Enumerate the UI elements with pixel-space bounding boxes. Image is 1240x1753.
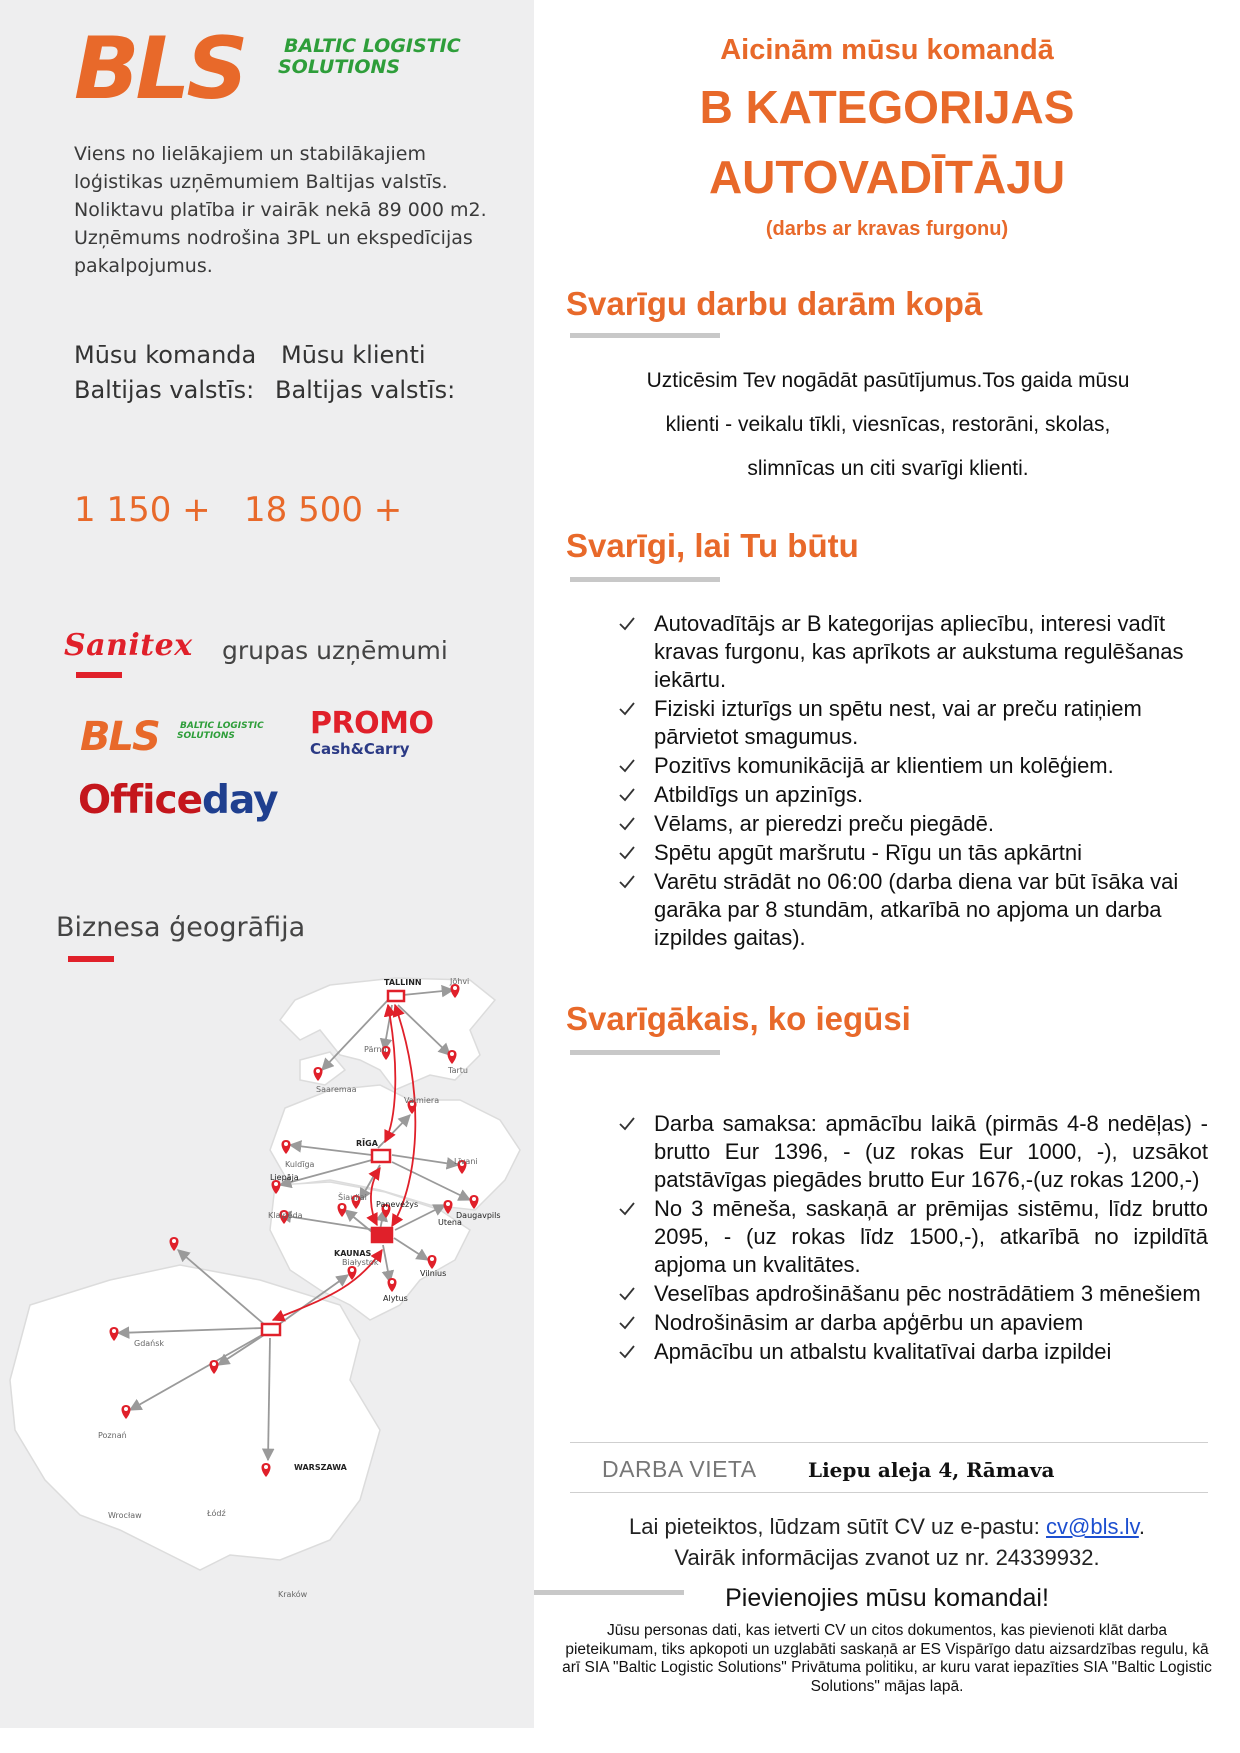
- privacy-notice: Jūsu personas dati, kas ietverti CV un citos dokumentos, kas pievienoti klāt darba pieteikumam, tiks apkopoti un uzglabāti saskaņā ar ES Vispārīgo datu aizsardzības regulu, kā arī SIA "Baltic Logistic Solutions" Privātuma politiku, ar kuru varat iepazīties SIA "Baltic Logistic Solutions" mājas lapā.: [562, 1622, 1212, 1695]
- list-item-text: Atbildīgs un apzinīgs.: [654, 782, 864, 807]
- city-label-poznan: Poznań: [98, 1431, 127, 1440]
- bls-small-logo-tagline-2: SOLUTIONS: [177, 731, 235, 741]
- bls-logo-tagline-1: BALTIC LOGISTIC: [284, 35, 461, 57]
- list-item: [618, 1110, 1208, 1194]
- clients-label: [275, 338, 455, 408]
- city-label-livani: Līvani: [454, 1157, 478, 1166]
- intro-paragraph: [568, 359, 1208, 491]
- list-item-text: Apmācību un atbalstu kvalitatīvai darba izpildei: [654, 1339, 1112, 1364]
- list-item-text: Vēlams, ar pieredzi preču piegādē.: [654, 811, 994, 836]
- red-divider: [76, 672, 122, 678]
- list-item: [618, 695, 1208, 751]
- job-subtitle: (darbs ar kravas furgonu): [765, 218, 1009, 240]
- city-label-johvi: Jõhvi: [450, 977, 470, 986]
- bls-small-logo-text: BLS: [80, 716, 159, 756]
- location-pin-icon: [444, 1200, 453, 1214]
- bls-logo-text: BLS: [74, 30, 245, 110]
- left-panel: [0, 0, 534, 1728]
- city-label-vilnius: Vilnius: [420, 1269, 447, 1278]
- check-icon: [618, 1312, 636, 1334]
- list-item: [618, 839, 1208, 867]
- city-label-riga: RĪGA: [356, 1139, 378, 1148]
- city-label-warszawa: WARSZAWA: [294, 1463, 347, 1472]
- list-item: [618, 1338, 1208, 1366]
- check-icon: [618, 755, 636, 777]
- hub-riga-icon: [372, 1150, 390, 1162]
- list-item: [618, 1195, 1208, 1279]
- list-item-text: Darba samaksa: apmācību laikā (pirmās 4-8 nedēļas) - brutto Eur 1396, - (uz rokas Eur 1000, -), uzsākot patstāvīgas piegādes brutto Eur 1676,-(uz rokas 1200,-): [654, 1111, 1208, 1192]
- list-item-text: No 3 mēneša, saskaņā ar prēmijas sistēmu, līdz brutto 2095, - (uz rokas līdz 1500,-), atkarībā no izpildītā apjoma un kvalitātes.: [654, 1196, 1208, 1277]
- contact-line-email: [534, 1514, 1240, 1540]
- list-item: [618, 1280, 1208, 1308]
- city-label-lodz: Łódź: [207, 1509, 226, 1518]
- job-title-line-1: B KATEGORIJAS: [699, 81, 1075, 133]
- team-label: [74, 338, 256, 408]
- city-label-valmiera: Valmiera: [404, 1096, 440, 1105]
- intro-line: Noliktavu platība ir vairāk nekā 89 000 m2.: [74, 199, 487, 221]
- check-icon: [618, 813, 636, 835]
- bls-logo-tagline-2: SOLUTIONS: [278, 56, 401, 78]
- divider: [570, 1492, 1208, 1493]
- email-link[interactable]: cv@bls.lv: [1046, 1514, 1139, 1539]
- contact-text-suffix: .: [1138, 1514, 1145, 1539]
- list-item-text: Autovadītājs ar B kategorijas apliecību, interesi vadīt kravas furgonu, kas aprīkots ar aukstuma regulēšanas iekārtu.: [654, 611, 1184, 692]
- city-label-kaunas: KAUNAS: [334, 1249, 372, 1258]
- list-item-text: Pozitīvs komunikācijā ar klientiem un kolēģiem.: [654, 753, 1114, 778]
- check-icon: [618, 1341, 636, 1363]
- intro-line: pakalpojumus.: [74, 255, 213, 277]
- check-icon: [618, 784, 636, 806]
- section-title-together: Svarīgu darbu darām kopā: [566, 285, 983, 322]
- city-label-tartu: Tartu: [448, 1066, 468, 1075]
- list-item-text: Fiziski izturīgs un spētu nest, vai ar preču ratiņiem pārvietot smagumus.: [654, 696, 1142, 749]
- section-title-benefits: Svarīgākais, ko iegūsi: [566, 1000, 911, 1037]
- list-item-text: Varētu strādāt no 06:00 (darba diena var būt īsāka vai garāka par 8 stundām, atkarībā no apjoma un darba izpildes gaitas).: [654, 869, 1179, 950]
- check-icon: [618, 1283, 636, 1305]
- city-label-kuldiga: Kuldīga: [285, 1160, 315, 1169]
- clients-count: 18 500 +: [244, 490, 403, 530]
- location-pin-icon: [170, 1237, 179, 1251]
- list-item: [618, 752, 1208, 780]
- check-icon: [618, 698, 636, 720]
- list-item: [618, 810, 1208, 838]
- list-item-text: Nodrošināsim ar darba apģērbu un apaviem: [654, 1310, 1084, 1335]
- promo-logo: [310, 708, 450, 758]
- check-icon: [618, 1198, 636, 1220]
- check-icon: [618, 1113, 636, 1135]
- city-label-saaremaa: Saaremaa: [316, 1085, 357, 1094]
- city-label-klaipeda: Klaipėda: [268, 1211, 303, 1220]
- officeday-logo-day: day: [202, 778, 278, 823]
- contact-line-phone: Vairāk informācijas zvanot uz nr. 24339932.: [674, 1545, 1100, 1570]
- promo-logo-main: PROMO: [310, 706, 434, 741]
- team-label-line: Mūsu komanda: [74, 341, 257, 369]
- group-companies-label: grupas uzņēmumi: [222, 636, 448, 665]
- benefits-list: [618, 1110, 1208, 1367]
- check-icon: [618, 871, 636, 893]
- officeday-logo-office: Office: [78, 778, 203, 823]
- list-item: [618, 781, 1208, 809]
- paragraph-line: Uzticēsim Tev nogādāt pasūtījumus.Tos gaida mūsu: [646, 369, 1130, 392]
- section-title-requirements: Svarīgi, lai Tu būtu: [566, 527, 859, 564]
- city-label-bialystok: Białystok: [342, 1258, 379, 1267]
- intro-line: loģistikas uzņēmumiem Baltijas valstīs.: [74, 171, 448, 193]
- list-item: [618, 610, 1208, 694]
- hub-warszawa-icon: [262, 1324, 280, 1335]
- paragraph-line: klienti - veikalu tīkli, viesnīcas, restorāni, skolas,: [665, 413, 1111, 436]
- section-underline: [570, 1050, 720, 1055]
- list-item-text: Spētu apgūt maršrutu - Rīgu un tās apkārtni: [654, 840, 1083, 865]
- clients-label-line: Baltijas valstīs:: [275, 376, 456, 404]
- check-icon: [618, 842, 636, 864]
- list-item: [618, 1309, 1208, 1337]
- bls-small-logo-tagline-1: BALTIC LOGISTIC: [180, 721, 264, 731]
- bls-small-logo: [80, 716, 280, 756]
- footer-underline: [534, 1590, 684, 1595]
- city-label-liepaja: Liepāja: [270, 1173, 299, 1182]
- clients-label-line: Mūsu klienti: [281, 341, 426, 369]
- contact-text: Lai pieteiktos, lūdzam sūtīt CV uz e-pastu:: [629, 1514, 1040, 1539]
- bls-logo: [74, 30, 494, 110]
- team-count: 1 150 +: [74, 490, 211, 530]
- poland-shape: [10, 1265, 380, 1570]
- list-item-text: Veselības apdrošināšanu pēc nostrādātiem 3 mēnešiem: [654, 1281, 1201, 1306]
- hub-kaunas-icon: [372, 1228, 392, 1242]
- city-label-utena: Utena: [438, 1218, 462, 1227]
- join-heading: Pievienojies mūsu komandai!: [725, 1584, 1049, 1612]
- city-label-siauliai: Šiauliai: [338, 1193, 367, 1202]
- city-label-gdansk: Gdańsk: [134, 1339, 165, 1348]
- check-icon: [618, 613, 636, 635]
- invite-heading: Aicinām mūsu komandā: [720, 34, 1054, 66]
- workplace-label: DARBA VIETA: [602, 1456, 757, 1482]
- intro-line: Viens no lielākajiem un stabilākajiem: [74, 143, 426, 165]
- sanitex-logo: Sanitex: [64, 628, 193, 663]
- company-intro: [74, 140, 494, 280]
- paragraph-line: slimnīcas un citi svarīgi klienti.: [747, 457, 1029, 480]
- job-title-line-2: AUTOVADĪTĀJU: [708, 151, 1066, 203]
- city-label-krakow: Kraków: [278, 1590, 308, 1599]
- list-item: [618, 868, 1208, 952]
- section-underline: [570, 577, 720, 582]
- intro-line: Uzņēmums nodrošina 3PL un ekspedīcijas: [74, 227, 473, 249]
- city-label-wroclaw: Wrocław: [108, 1511, 142, 1520]
- section-underline: [570, 333, 720, 338]
- city-label-tallinn: TALLINN: [384, 978, 422, 987]
- right-panel: [534, 0, 1240, 1753]
- officeday-logo: [78, 778, 278, 823]
- city-label-daugavpils: Daugavpils: [456, 1211, 501, 1220]
- city-label-alytus: Alytus: [383, 1294, 408, 1303]
- requirements-list: [618, 610, 1208, 953]
- hub-tallinn-icon: [388, 991, 404, 1001]
- promo-logo-sub: Cash&Carry: [310, 740, 410, 758]
- divider: [570, 1442, 1208, 1443]
- city-label-panevezys: Panevėžys: [376, 1200, 419, 1209]
- geography-title: Biznesa ģeogrāfija: [56, 912, 306, 943]
- team-label-line: Baltijas valstīs:: [74, 376, 255, 404]
- workplace-address: Liepu aleja 4, Rāmava: [808, 1458, 1055, 1482]
- business-geography-map: [0, 960, 534, 1620]
- city-label-parnu: Pärnu: [364, 1045, 387, 1054]
